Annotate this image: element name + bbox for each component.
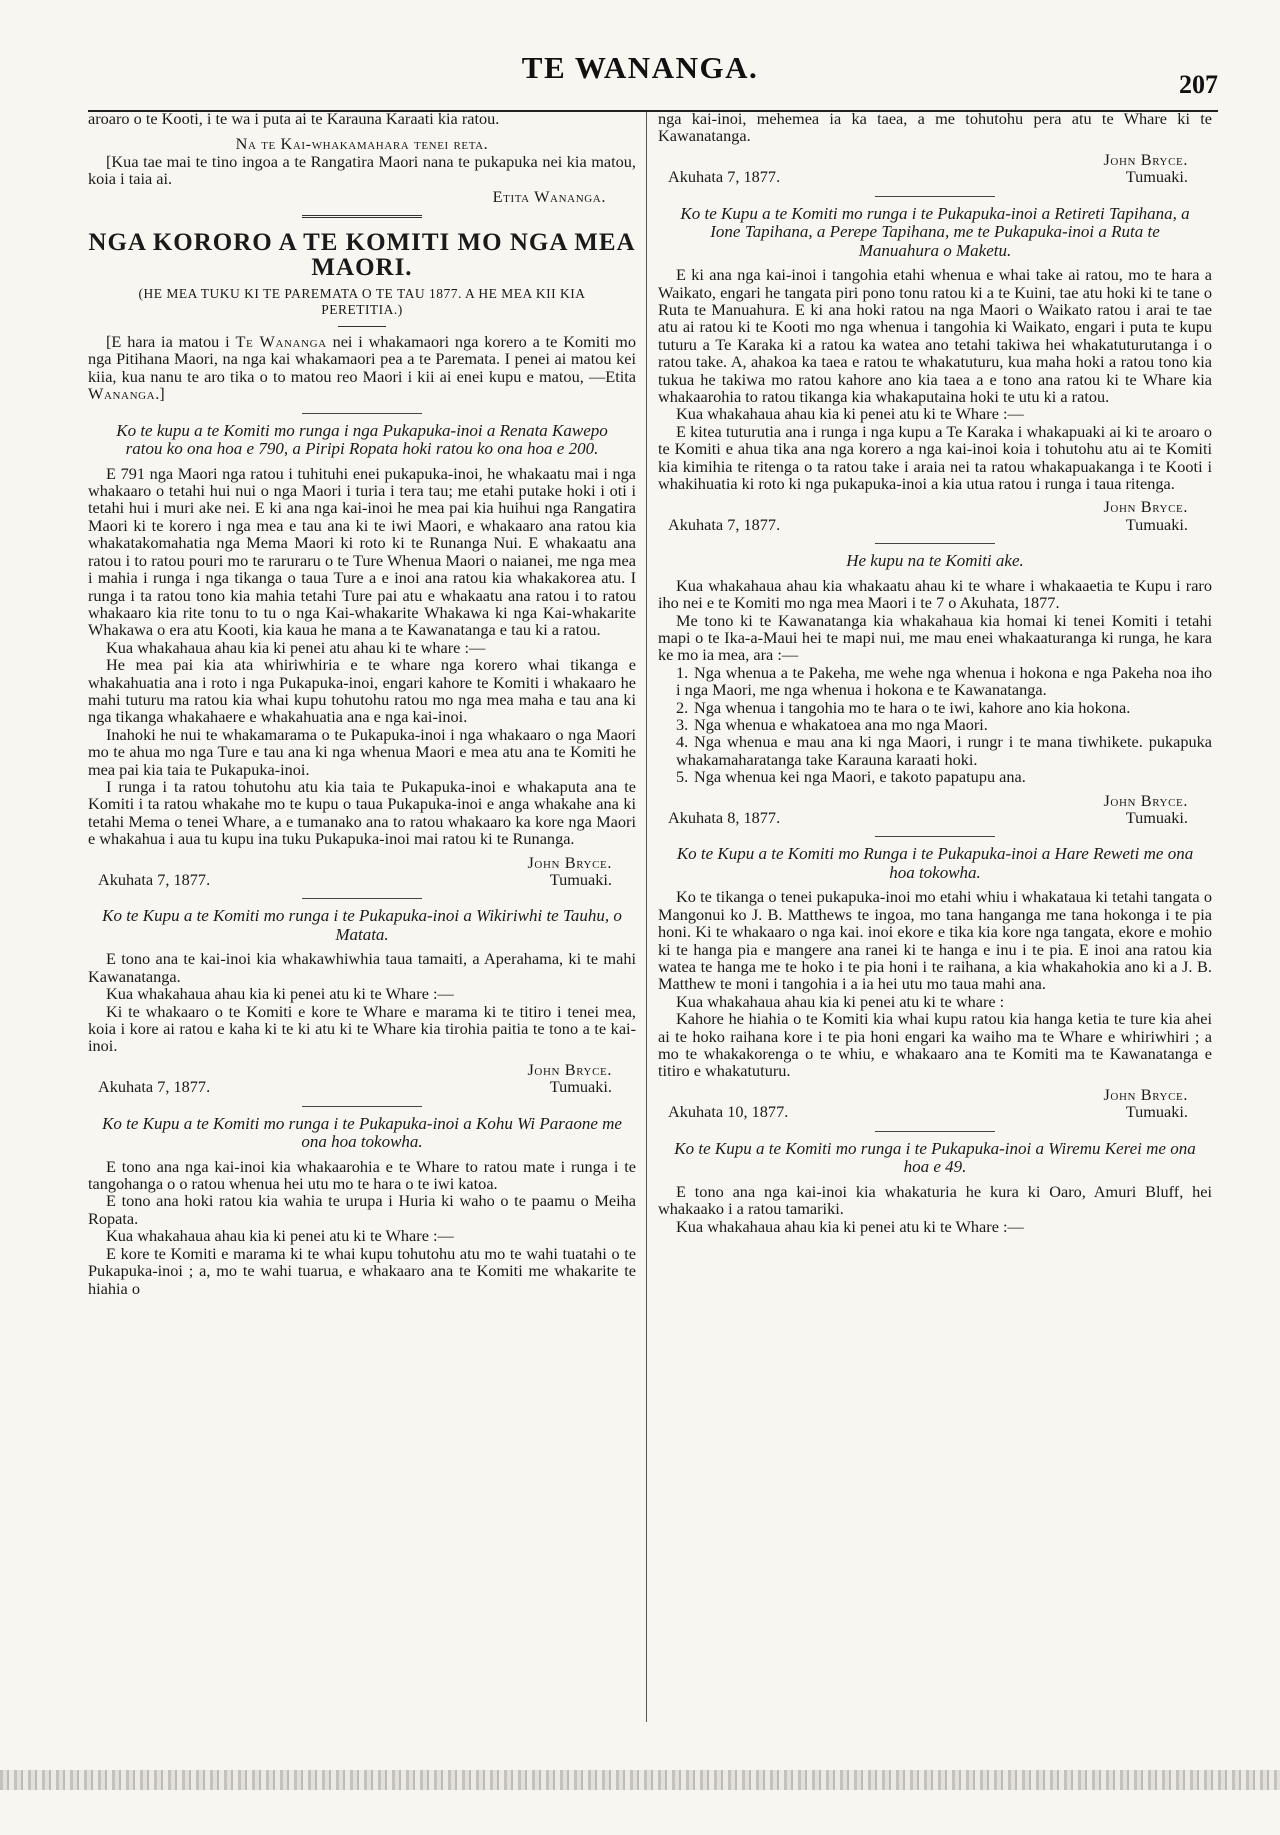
intro-sign-pre: —Etita <box>588 366 637 386</box>
list-item <box>658 733 1212 768</box>
main-subheadline: (HE MEA TUKU KI TE PAREMATA O TE TAU 1877. A HE MEA KII KIA PERETITIA.) <box>138 286 586 318</box>
section-rule <box>302 898 422 899</box>
list-item <box>658 768 1212 785</box>
paragraph: Kua whakahaua ahau kia ki penei atu ki te Whare :— <box>676 1216 1024 1236</box>
paragraph: Kua whakahaua ahau kia ki penei atu ahau ki te whare :— <box>106 637 486 657</box>
list-number: 4. <box>676 732 689 752</box>
short-rule <box>338 326 386 327</box>
list-text: Nga whenua i tangohia mo te hara o te iwi, kahore ano kia hokona. <box>694 697 1131 717</box>
list-text: Nga whenua e mau ana ki nga Maori, i rungr i te mana tiwhikete. pukapuka whakamaharatanga take Karauna karaati hoki. <box>676 732 1212 769</box>
list-number: 5. <box>676 767 689 787</box>
section-title-renata-kawepo: Ko te kupu a te Komiti mo runga i nga Pukapuka-inoi a Renata Kawepo ratou ko ona hoa e 790, a Piripi Ropata hoki ratou ko ona hoa e 200. <box>116 420 608 459</box>
editor-note-title: Na te Kai-whakamahara tenei reta. <box>235 134 489 154</box>
section-rule <box>875 1131 995 1132</box>
paragraph: Me tono ki te Kawanatanga kia whakahaua kia homai ki tenei Komiti i tetahi mapi o te Ika-a-Maui hei te mapi nui, me mau enei whakaaturanga ki runga, he kara ke mo ia mea, ara :— <box>658 610 1212 665</box>
signature-role: Tumuaki. <box>549 870 612 889</box>
signature-date: Akuhata 7, 1877. <box>98 1077 211 1097</box>
signature-namebox <box>490 854 636 889</box>
signature-block <box>658 792 1212 827</box>
editor-signature: Etita Wananga. <box>492 186 606 206</box>
section-rule <box>875 836 995 837</box>
paragraph: E tono ana te kai-inoi kia whakawhiwhia taua tamaiti, a Aperahama, ki te mahi Kawanatanga. <box>88 949 636 986</box>
intro-paper-name: Te Wananga <box>235 332 327 352</box>
section-title-wikiriwhi: Ko te Kupu a te Komiti mo runga i te Pukapuka-inoi a Wikiriwhi te Tauhu, o Matata. <box>102 906 622 944</box>
intro-paragraph <box>88 333 636 403</box>
signature-date: Akuhata 7, 1877. <box>668 167 781 187</box>
signature-name: John Bryce. <box>1103 149 1188 169</box>
list-text: Nga whenua kei nga Maori, e takoto papatupu ana. <box>694 767 1026 787</box>
signature-name: John Bryce. <box>527 1059 612 1079</box>
list-text: Nga whenua e whakatoea ana mo nga Maori. <box>694 714 988 734</box>
list-item <box>658 664 1212 699</box>
list-number: 1. <box>676 662 689 682</box>
paragraph: E tono ana nga kai-inoi kia whakaturia he kura ki Oaro, Amuri Bluff, hei whakaako i a ratou tamariki. <box>658 1181 1212 1219</box>
section-rule <box>302 413 422 414</box>
signature-block <box>658 1086 1212 1121</box>
intro-text-post: nei i whakamaori nga korero a te Komiti mo nga Pitihana Maori, na nga kai whakamaori pea a te Paremata. I penei ai matou kei kiia, kua nanu te aro tika o to matou reo Maori i kii ai enei kupu e matou, <box>88 332 636 386</box>
paragraph: Kahore he hiahia o te Komiti kia whai kupu ratou kia hanga ketia te ture kia ahei ai te hoko raihana kore i te pia honi engari ka waiho ma te Whare e whiriwhiri ; a mo te whakakorenga o te whiu, e whakaaro ana te Komiti ma te Kawanatanga e titiro e whakatuturu. <box>658 1009 1212 1081</box>
editor-note-text: [Kua tae mai te tino ingoa a te Rangatira Maori nana te pukapuka nei kia matou, koia i taia ai. <box>88 151 636 189</box>
scan-edge-band <box>0 1770 1280 1790</box>
paragraph: Ki te whakaaro o te Komiti e kore te Whare e marama ki te titiro i tenei mea, koia i kore ai ratou e kaha ki te ki atu ki te Whare kia tirohia paitia te tono a te kai-inoi. <box>88 1001 636 1056</box>
masthead-title: TE WANANGA. <box>521 50 759 85</box>
section-rule <box>302 1106 422 1107</box>
section-rule <box>875 196 995 197</box>
left-column <box>88 110 636 1297</box>
signature-date: Akuhata 10, 1877. <box>668 1102 789 1122</box>
section-title-kohu-wi-paraone: Ko te Kupu a te Komiti mo runga i te Pukapuka-inoi a Kohu Wi Paraone me ona hoa tokowha. <box>102 1113 622 1152</box>
continued-paragraph: nga kai-inoi, mehemea ia ka taea, a me tohutohu pera atu te Whare ki te Kawanatanga. <box>658 109 1212 146</box>
right-column <box>658 110 1212 1235</box>
intro-sign-name: Wananga <box>88 384 156 404</box>
paragraph: E kitea tuturutia ana i runga i nga kupu a Te Karaka i whakapuaki ai ki te aroaro o te Komiti e ahua tika ana nga korero a nga kai-inoi koia i tohutohu atu ai te Komiti kia kimihia te ritenga o ta ratou take i araia nei ta ratou whakapuakanga i te Kooti i whakihuatia ki roto ki nga pukapuka-inoi a kia utua ratou i runga i taua ritenga. <box>658 421 1212 493</box>
signature-block <box>88 854 636 889</box>
column-divider <box>646 112 647 1722</box>
intro-text-pre: [E hara ia matou i <box>106 332 236 352</box>
paragraph: He mea pai kia ata whiriwhiria e te whare nga korero whai tikanga e whakahuatia ana i roto i nga Pukapuka-inoi, engari kahore te Komiti i whakaaro he mahi tuturu ma ratou kia whai kupu tohutohu ratou mo nga mea maha e tau ana ki nga tikanga whakahaere e whakahuatia ana e nga kai-inoi. <box>88 655 636 727</box>
signature-block <box>88 1061 636 1096</box>
section-rule <box>875 543 995 544</box>
signature-name: John Bryce. <box>527 852 612 872</box>
intro-sign-post: .] <box>155 384 165 404</box>
signature-role: Tumuaki. <box>1125 808 1188 827</box>
continued-paragraph: aroaro o te Kooti, i te wa i puta ai te Karauna Karaati kia ratou. <box>88 109 500 128</box>
paragraph: Inahoki he nui te whakamarama o te Pukapuka-inoi i nga whakaaro o nga Maori mo te ahua mo nga Ture e tau ana ki nga whenua Maori e mea atu ana te Komiti he mea pai kia taia te Pukapuka-inoi. <box>88 724 636 779</box>
paragraph: Kua whakahaua ahau kia ki penei atu ki te Whare :— <box>106 1226 454 1246</box>
list-item <box>658 699 1212 716</box>
paragraph: Ko te tikanga o tenei pukapuka-inoi mo etahi whiu i whakataua ki tetahi tangata o Mangonui ko J. B. Matthews te ingoa, mo tana hanganga me tana hokonga i te pia honi. Ki te whakaaro o nga kai. inoi ekore e tika kia kore nga tangata, ekore e mohio ki te hanga pia e mangere ana ranei ki te hanga e inu i te pia. E inoi ana ratou kia watea te hanga me te hoko i te pia honi i te raihana, a kia whakahokia ano ki a J. B. Matthew te moni i tangohia i a ia hei utu mo taua mahi ana. <box>658 887 1212 994</box>
signature-name: John Bryce. <box>1103 497 1188 517</box>
main-headline: NGA KORORO A TE KOMITI MO NGA MEA MAORI. <box>88 229 636 282</box>
signature-date: Akuhata 7, 1877. <box>668 514 781 534</box>
section-title-wiremu-kerei: Ko te Kupu a te Komiti mo runga i te Pukapuka-inoi a Wiremu Kerei me ona hoa e 49. <box>674 1138 1196 1177</box>
list-text: Nga whenua a te Pakeha, me wehe nga whenua i hokona e nga Pakeha noa iho i nga Maori, me nga whenua i hokona e te Kawanatanga. <box>676 662 1212 700</box>
paragraph: E tono ana hoki ratou kia wahia te urupa i Huria ki waho o te paamu o Meiha Ropata. <box>88 1191 636 1228</box>
signature-block <box>658 498 1212 533</box>
paragraph: Kua whakahaua ahau kia ki penei atu ki te whare : <box>676 991 1005 1011</box>
signature-block <box>658 151 1212 186</box>
paragraph: I runga i ta ratou tohutohu atu kia taia te Pukapuka-inoi e whakaputa ana te Komiti i ta ratou whakahe mo te kupu o taua Pukapuka-inoi e anga whakahe ana ki tetahi Mema o tenei Whare, a e tumanako ana to ratou whakaaro ka kore nga Maori e whakahua i aua tu kupu ina tuku Pukapuka-inoi mai ratou ki te Runanga. <box>88 776 636 849</box>
paragraph: E 791 nga Maori nga ratou i tuhituhi enei pukapuka-inoi, he whakaatu mai i nga whakaaro o tetahi hui nui o nga Maori i turia i tera tau; me etahi putake hoki i oti i tetahi hui i muri ake nei. E ki ana nga kai-inoi he mea pai kia huihui nga Rangatira Maori ki te korero i nga mea e tau ana ki te iwi Maori, e whakaaro ana ratou kia whakatakomahatia nga Mema Maori ki roto ki te Runanga Nui. E whakaatu ana ratou i to ratou pouri mo te raruraru o te Ture Whenua Maori o naianei, me nga mea i mahia i runga i nga tikanga o taua Ture a e inoi ana ratou kia whakakorea atu. I runga i ta ratou tono kia mahia tetahi Ture pai atu e whakaatu ana ratou i to ratou whakaaro kia rite tonu to tu o nga Kai-whakarite Whakawa ki nga Kai-whakarite Whakawa o era atu Kooti, kia kaua he mana a te Kawanatanga e tau ki a ratou. <box>88 463 636 640</box>
signature-namebox <box>490 1061 636 1096</box>
page-number: 207 <box>1179 70 1218 99</box>
paragraph: Kua whakahaua ahau kia ki penei atu ki te Whare :— <box>676 404 1024 424</box>
signature-namebox <box>1066 1086 1212 1121</box>
signature-role: Tumuaki. <box>1125 1102 1188 1122</box>
paragraph: Kua whakahaua ahau kia ki penei atu ki te Whare :— <box>106 984 454 1004</box>
paragraph: Kua whakahaua ahau kia whakaatu ahau ki te whare i whakaaetia te Kupu i raro iho nei e te Komiti mo nga mea Maori i te 7 o Akuhata, 1877. <box>658 575 1212 613</box>
signature-namebox <box>1066 498 1212 533</box>
list-number: 2. <box>676 697 689 717</box>
section-title-tapihana: Ko te Kupu a te Komiti mo runga i te Pukapuka-inoi a Retireti Tapihana, a Ione Tapihana, a Perepe Tapihana, me te Pukapuka-inoi a Ruta te Manuahura o Maketu. <box>680 203 1190 260</box>
signature-date: Akuhata 7, 1877. <box>98 870 211 889</box>
section-title-hare-reweti: Ko te Kupu a te Komiti mo Runga i te Pukapuka-inoi a Hare Reweti me ona hoa tokowha. <box>676 844 1194 882</box>
signature-name: John Bryce. <box>1103 1084 1188 1104</box>
signature-namebox <box>1066 792 1212 827</box>
signature-name: John Bryce. <box>1103 790 1188 810</box>
paragraph: E kore te Komiti e marama ki te whai kupu tohutohu atu mo te wahi tuatahi o te Pukapuka-inoi ; a, mo te wahi tuarua, e whakaaro ana te Komiti me whakarite te hiahia o <box>88 1243 636 1298</box>
signature-namebox <box>1066 151 1212 186</box>
paragraph: E ki ana nga kai-inoi i tangohia etahi whenua e whai take ai ratou, mo te hara a Waikato, engari he tangata piri pono tonu ratou ki a te Kuini, tae atu hoki ki te tane o Ruta te Manuahura. E ki ana hoki ratou na nga Maori o Waikato ratou i arai te tae atu ai ratou ki te Kooti mo nga whenua i tangohia ki Waikato, engari i puta te kupu tuturu a Te Karaka ki a ratou ka watea ano tetahi takiwa hei whakatuturutanga i o ratou take. A, ahakoa ka taea e ratou te whakatuturu, kua maha hoki a ratou tono kia tukua he takiwa mo ratou kahore ano kia taea a e tono ana ratou ki te Whare kia whakaarohia to ratou tikanga kia whakaputaina hoki te utu ki a ratou. <box>658 265 1212 406</box>
section-title-komiti-ake: He kupu na te Komiti ake. <box>846 551 1024 571</box>
list-item <box>658 716 1212 733</box>
paragraph: E tono ana nga kai-inoi kia whakaarohia e te Whare to ratou mate i runga i te tangohanga o o ratou whenua hei utu mo te hara o te iwi katoa. <box>88 1156 636 1194</box>
signature-role: Tumuaki. <box>549 1077 612 1097</box>
section-double-rule <box>302 215 422 218</box>
list-number: 3. <box>676 714 689 734</box>
signature-role: Tumuaki. <box>1125 167 1188 187</box>
signature-date: Akuhata 8, 1877. <box>668 808 781 827</box>
signature-role: Tumuaki. <box>1125 514 1188 534</box>
